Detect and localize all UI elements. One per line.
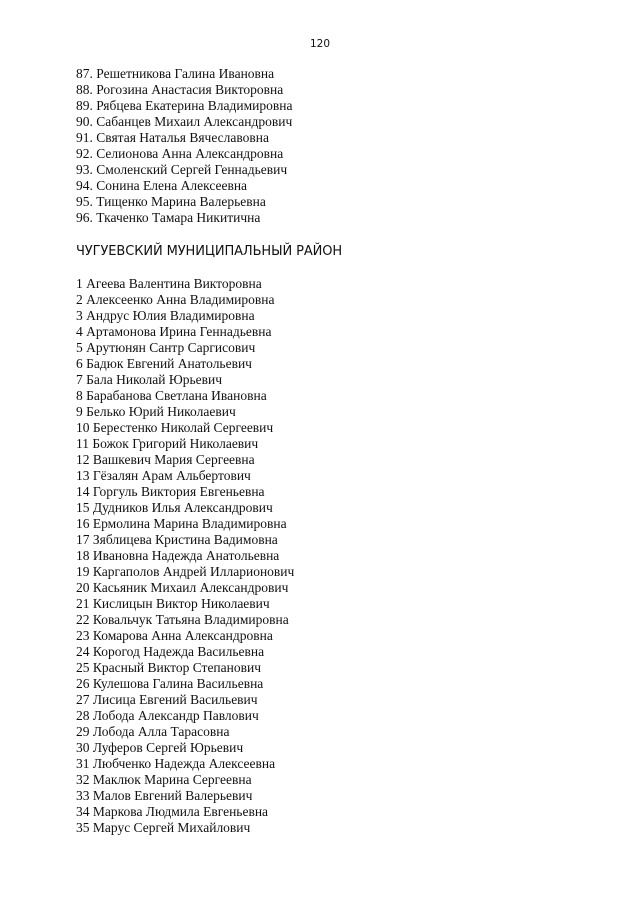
list-item: 95. Тищенко Марина Валерьевна: [76, 194, 266, 209]
list-item: 90. Сабанцев Михаил Александрович: [76, 114, 293, 129]
list-item: 3 Андрус Юлия Владимировна: [76, 308, 255, 323]
list-item: 10 Берестенко Николай Сергеевич: [76, 420, 274, 435]
list-item: 24 Корогод Надежда Васильевна: [76, 644, 265, 659]
name-list-continued: [76, 66, 293, 226]
list-item: 23 Комарова Анна Александровна: [76, 628, 273, 643]
list-item: 8 Барабанова Светлана Ивановна: [76, 388, 267, 403]
name-list-chuguevsky: [76, 276, 294, 836]
list-item: 2 Алексеенко Анна Владимировна: [76, 292, 275, 307]
list-item: 15 Дудников Илья Александрович: [76, 500, 273, 515]
list-item: 16 Ермолина Марина Владимировна: [76, 516, 287, 531]
list-item: 26 Кулешова Галина Васильевна: [76, 676, 264, 691]
list-item: 4 Артамонова Ирина Геннадьевна: [76, 324, 272, 339]
list-item: 12 Вашкевич Мария Сергеевна: [76, 452, 255, 467]
list-item: 27 Лисица Евгений Васильевич: [76, 692, 258, 707]
list-item: 33 Малов Евгений Валерьевич: [76, 788, 253, 803]
list-item: 93. Смоленский Сергей Геннадьевич: [76, 162, 288, 177]
list-item: 18 Ивановна Надежда Анатольевна: [76, 548, 280, 563]
list-item: 89. Рябцева Екатерина Владимировна: [76, 98, 293, 113]
list-item: 28 Лобода Александр Павлович: [76, 708, 259, 723]
list-item: 96. Ткаченко Тамара Никитична: [76, 210, 261, 225]
list-item: 88. Рогозина Анастасия Викторовна: [76, 82, 284, 97]
page-number: 120: [309, 38, 331, 50]
list-item: 94. Сонина Елена Алексеевна: [76, 178, 248, 193]
list-item: 1 Агеева Валентина Викторовна: [76, 276, 262, 291]
list-item: 5 Арутюнян Сантр Саргисович: [76, 340, 256, 355]
list-item: 11 Божок Григорий Николаевич: [76, 436, 259, 451]
list-item: 31 Любченко Надежда Алексеевна: [76, 756, 276, 771]
list-item: 34 Маркова Людмила Евгеньевна: [76, 804, 269, 819]
list-item: 29 Лобода Алла Тарасовна: [76, 724, 230, 739]
list-item: 20 Касьяник Михаил Александрович: [76, 580, 289, 595]
list-item: 7 Бала Николай Юрьевич: [76, 372, 223, 387]
list-item: 14 Горгуль Виктория Евгеньевна: [76, 484, 265, 499]
list-item: 19 Каргаполов Андрей Илларионович: [76, 564, 295, 579]
list-item: 30 Луферов Сергей Юрьевич: [76, 740, 244, 755]
list-item: 21 Кислицын Виктор Николаевич: [76, 596, 270, 611]
list-item: 25 Красный Виктор Степанович: [76, 660, 262, 675]
list-item: 17 Зяблицева Кристина Вадимовна: [76, 532, 278, 547]
list-item: 32 Маклюк Марина Сергеевна: [76, 772, 252, 787]
list-item: 22 Ковальчук Татьяна Владимировна: [76, 612, 289, 627]
list-item: 13 Гёзалян Арам Альбертович: [76, 468, 251, 483]
list-item: 6 Бадюк Евгений Анатольевич: [76, 356, 252, 371]
list-item: 35 Марус Сергей Михайлович: [76, 820, 251, 835]
list-item: 92. Селионова Анна Александровна: [76, 146, 284, 161]
list-item: 87. Решетникова Галина Ивановна: [76, 66, 275, 81]
list-item: 91. Святая Наталья Вячеславовна: [76, 130, 270, 145]
section-heading: ЧУГУЕВСКИЙ МУНИЦИПАЛЬНЫЙ РАЙОН: [76, 244, 343, 259]
list-item: 9 Белько Юрий Николаевич: [76, 404, 236, 419]
